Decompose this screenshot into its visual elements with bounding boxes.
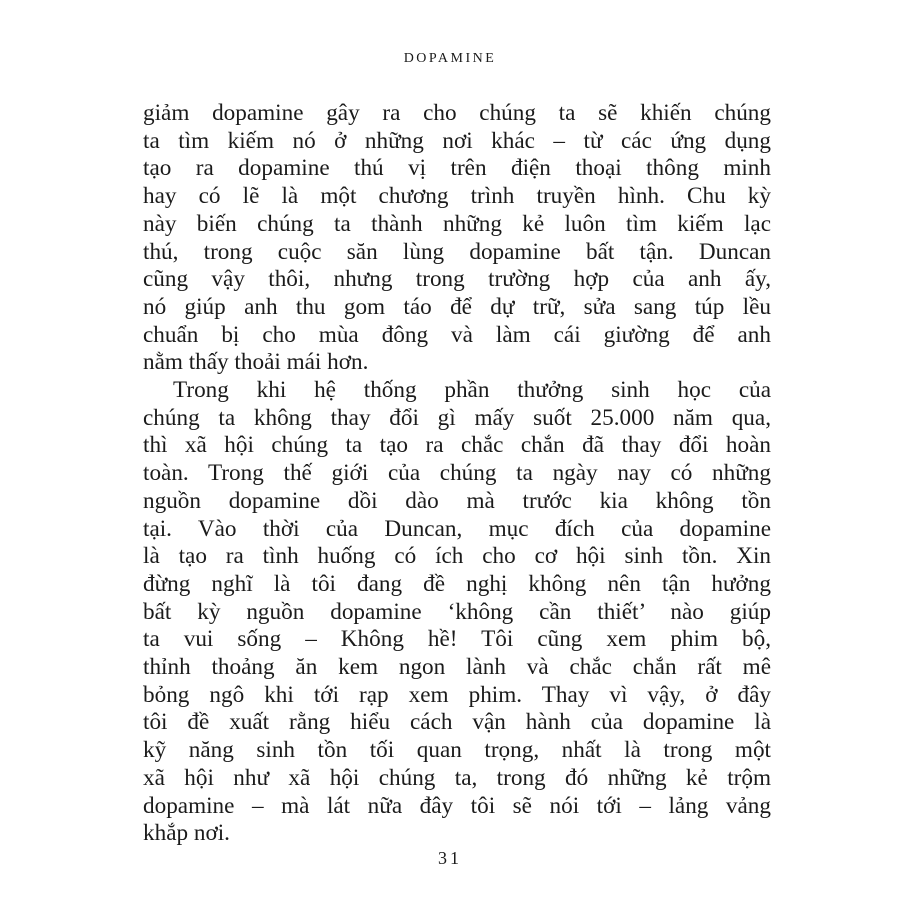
text-line: khắp nơi. [143,820,230,847]
text-line: giảm dopamine gây ra cho chúng ta sẽ khiến chúng [143,100,771,126]
text-line: tôi đề xuất rằng hiểu cách vận hành của dopamine là [143,709,771,736]
text-line: chúng ta không thay đổi gì mấy suốt 25.000 năm qua, [143,404,771,431]
text-line: thỉnh thoảng ăn kem ngon lành và chắc chắn rất mê [143,654,771,681]
text-line: Trong khi hệ thống phần thưởng sinh học của [173,377,771,404]
text-line: xã hội như xã hội chúng ta, trong đó những kẻ trộm [143,764,771,791]
text-line: là tạo ra tình huống có ích cho cơ hội sinh tồn. Xin [143,543,771,570]
page-number: 31 [438,848,462,868]
text-line: nguồn dopamine dồi dào mà trước kia không tồn [143,487,771,514]
text-line: bất kỳ nguồn dopamine ‘không cần thiết’ nào giúp [143,598,771,625]
text-line: bỏng ngô khi tới rạp xem phim. Thay vì vậy, ở đây [143,681,771,708]
running-header: DOPAMINE [403,51,497,66]
text-line: nó giúp anh thu gom táo để dự trữ, sửa sang túp lều [143,293,771,320]
text-line: dopamine – mà lát nữa đây tôi sẽ nói tới – lảng vảng [143,792,771,819]
text-line: kỹ năng sinh tồn tối quan trọng, nhất là trong một [143,737,771,764]
text-line: chuẩn bị cho mùa đông và làm cái giường để anh [143,321,771,348]
text-line: thì xã hội chúng ta tạo ra chắc chắn đã thay đổi hoàn [143,432,771,459]
paragraph-2 [143,377,771,848]
text-line: cũng vậy thôi, nhưng trong trường hợp của anh ấy, [143,266,771,293]
text-line: tại. Vào thời của Duncan, mục đích của dopamine [143,515,771,542]
text-line: đừng nghĩ là tôi đang đề nghị không nên tận hưởng [143,570,771,597]
text-line: ta vui sống – Không hề! Tôi cũng xem phim bộ, [143,626,771,653]
body-text [143,100,771,848]
text-line: hay có lẽ là một chương trình truyền hình. Chu kỳ [143,183,771,210]
text-line: thú, trong cuộc săn lùng dopamine bất tận. Duncan [143,238,771,265]
text-line: ta tìm kiếm nó ở những nơi khác – từ các ứng dụng [143,127,771,154]
text-line: toàn. Trong thế giới của chúng ta ngày nay có những [143,460,771,487]
paragraph-1 [143,100,771,377]
text-line: nằm thấy thoải mái hơn. [143,349,369,376]
text-line: tạo ra dopamine thú vị trên điện thoại thông minh [143,155,771,182]
text-line: này biến chúng ta thành những kẻ luôn tìm kiếm lạc [143,210,771,237]
